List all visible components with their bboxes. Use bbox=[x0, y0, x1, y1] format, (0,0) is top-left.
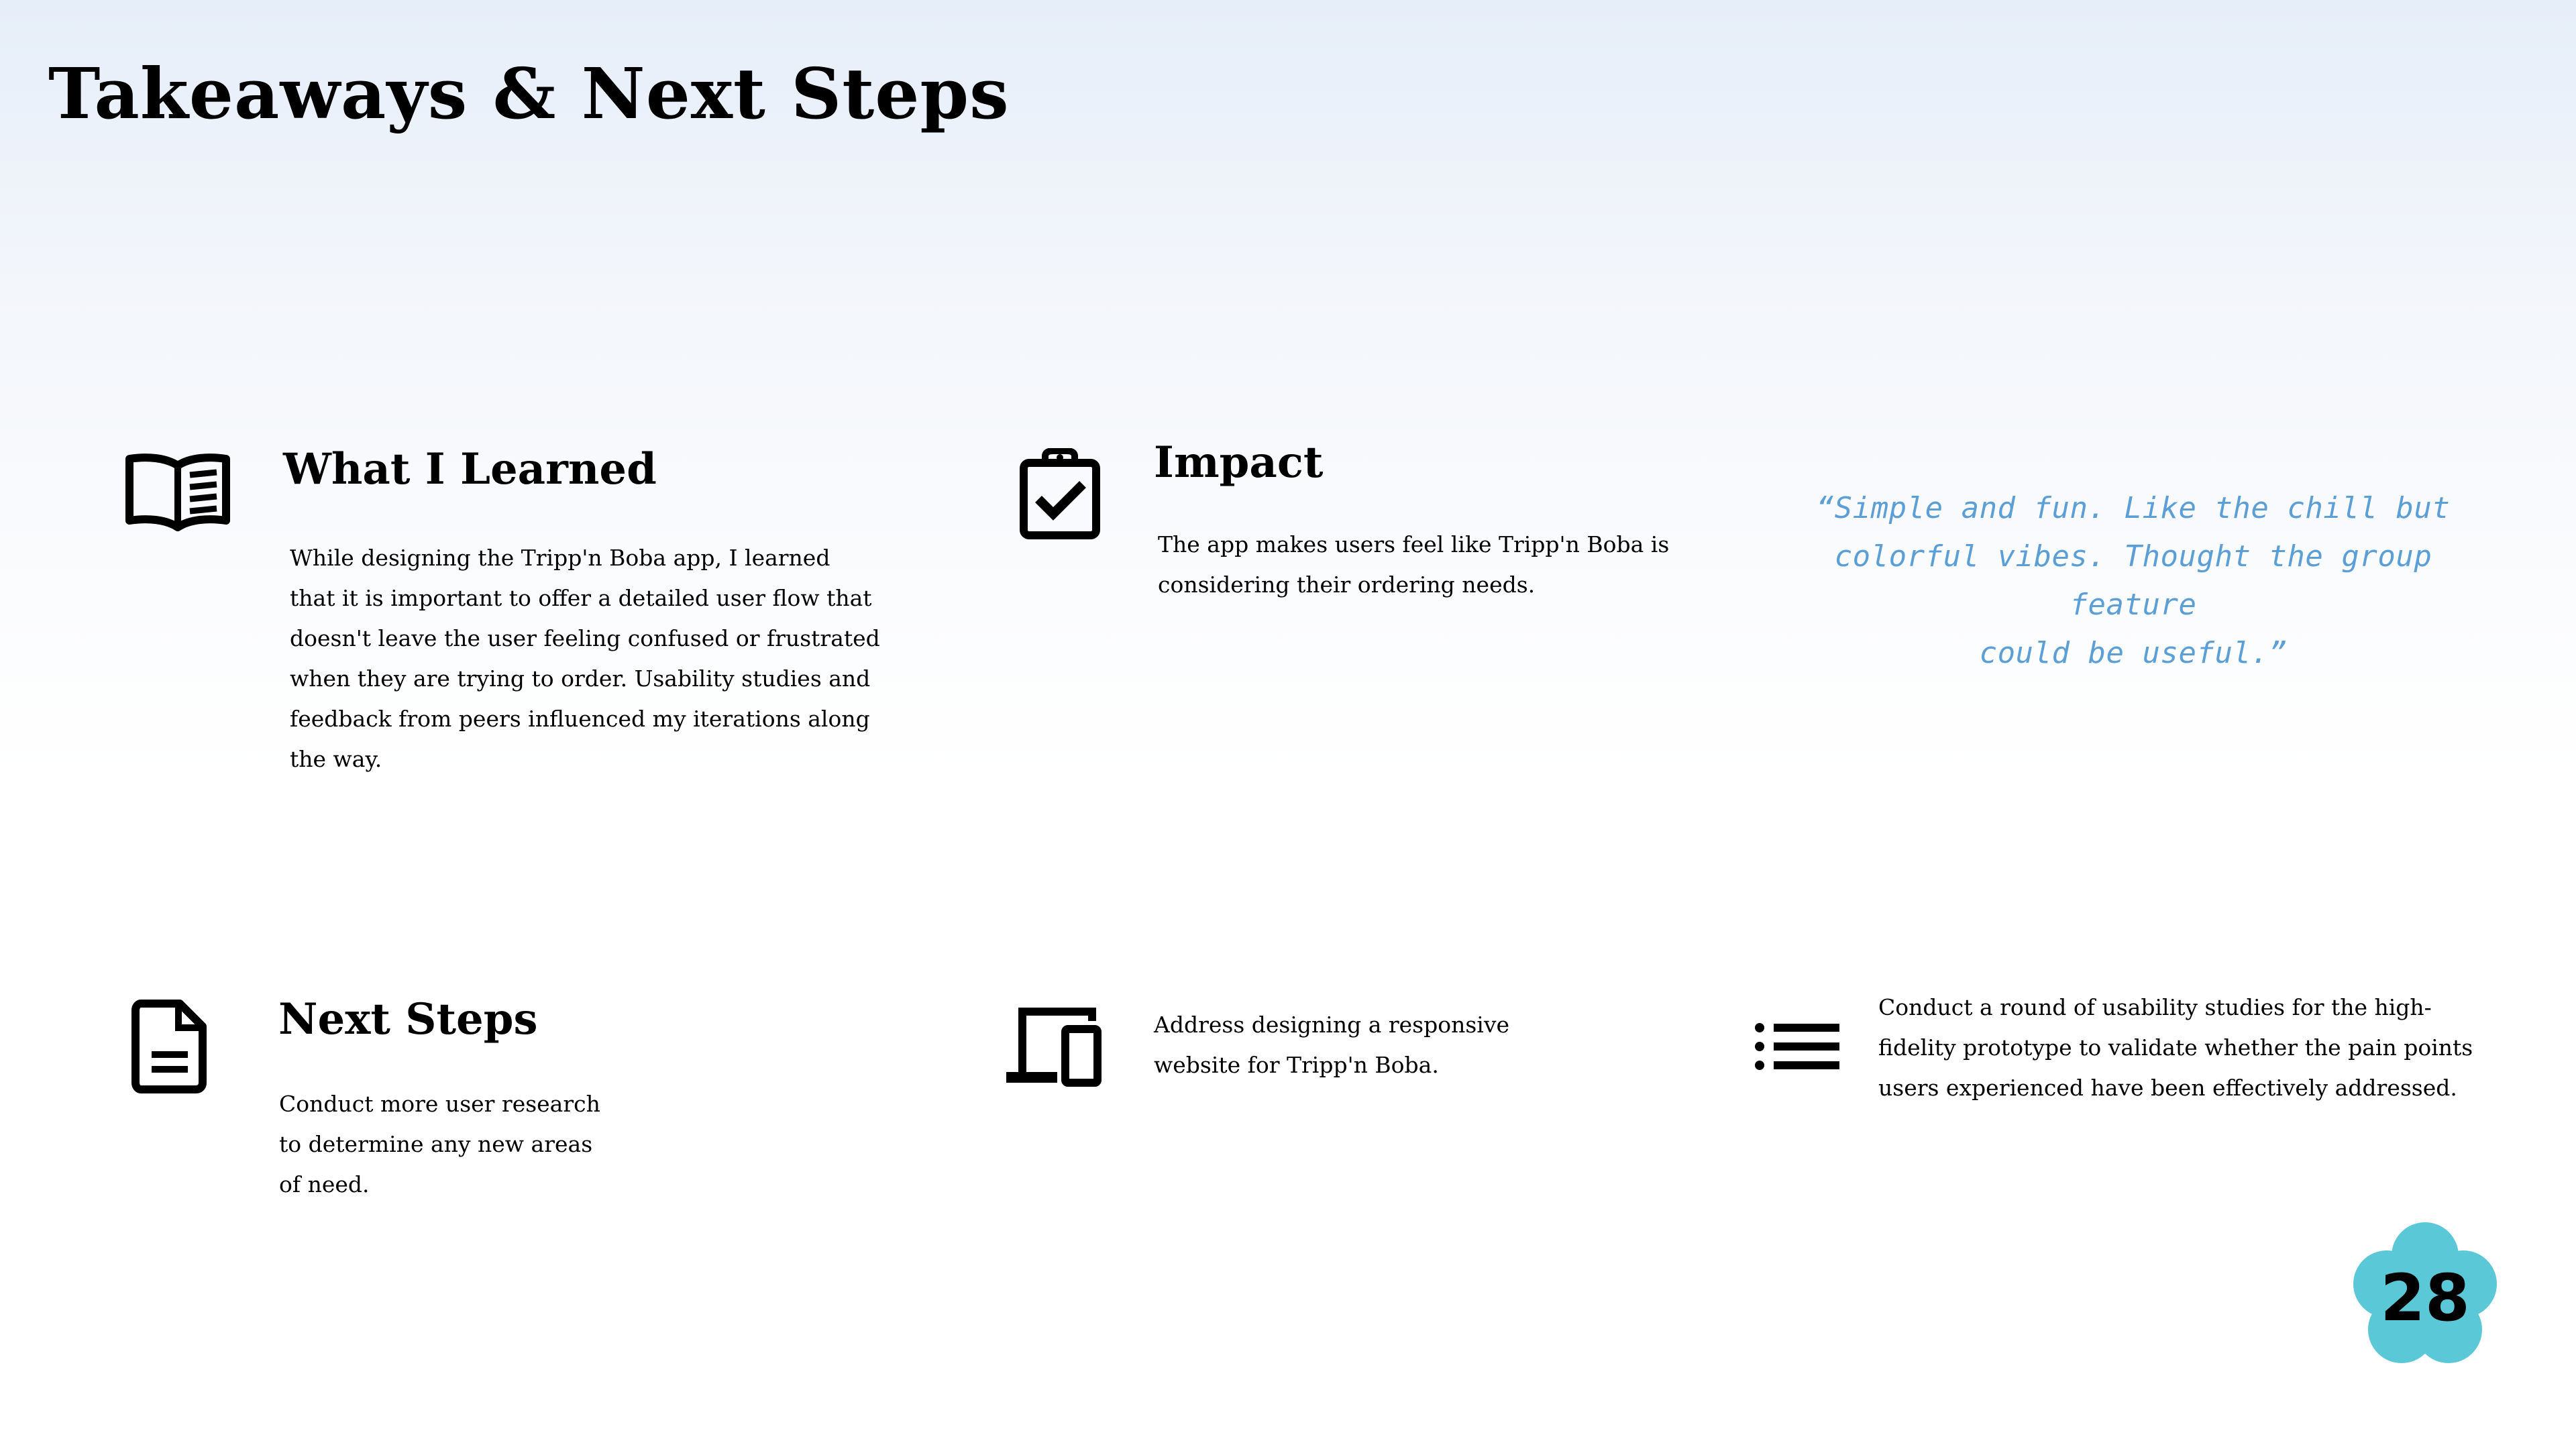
next-steps-body bbox=[279, 1084, 682, 1205]
usability-line: users experienced have been effectively addressed. bbox=[1878, 1075, 2457, 1101]
clipboard-check-icon bbox=[1018, 448, 1102, 539]
impact-line: The app makes users feel like Tripp'n Boba is bbox=[1158, 531, 1670, 557]
impact-line: considering their ordering needs. bbox=[1158, 572, 1536, 598]
learned-line: that it is important to offer a detailed user flow that bbox=[290, 585, 872, 611]
usability-body bbox=[1878, 987, 2549, 1108]
open-book-icon bbox=[124, 451, 231, 531]
user-quote bbox=[1798, 484, 2469, 678]
devices-icon bbox=[1005, 1006, 1102, 1087]
next-steps-line: Conduct more user research bbox=[279, 1091, 600, 1117]
quote-line: “Simple and fun. Like the chill but bbox=[1816, 491, 2451, 525]
list-icon bbox=[1755, 1022, 1841, 1071]
next-steps-line: of need. bbox=[279, 1171, 370, 1197]
learned-line: feedback from peers influenced my iterations along bbox=[290, 706, 870, 732]
usability-line: fidelity prototype to validate whether the pain points bbox=[1878, 1034, 2473, 1061]
page-number: 28 bbox=[2380, 1260, 2470, 1336]
quote-line: colorful vibes. Thought the group feature bbox=[1834, 539, 2432, 622]
impact-heading: Impact bbox=[1154, 437, 1324, 488]
quote-line: could be useful.” bbox=[1979, 636, 2288, 670]
learned-line: doesn't leave the user feeling confused or frustrated bbox=[290, 625, 880, 651]
next-steps-line: to determine any new areas bbox=[279, 1131, 593, 1157]
slide-title: Takeaways & Next Steps bbox=[48, 52, 1010, 135]
learned-line: the way. bbox=[290, 746, 382, 772]
responsive-line: Address designing a responsive bbox=[1154, 1012, 1509, 1038]
impact-body bbox=[1158, 525, 1695, 605]
usability-line: Conduct a round of usability studies for the high- bbox=[1878, 994, 2432, 1020]
page-number-badge bbox=[2348, 1221, 2502, 1371]
responsive-line: website for Tripp'n Boba. bbox=[1154, 1052, 1439, 1078]
learned-heading: What I Learned bbox=[283, 444, 657, 494]
document-icon bbox=[131, 1000, 208, 1093]
next-steps-heading: Next Steps bbox=[278, 994, 538, 1044]
learned-line: when they are trying to order. Usability studies and bbox=[290, 665, 871, 692]
responsive-body bbox=[1154, 1005, 1583, 1085]
learned-body bbox=[290, 538, 880, 780]
learned-line: While designing the Tripp'n Boba app, I learned bbox=[290, 545, 830, 571]
